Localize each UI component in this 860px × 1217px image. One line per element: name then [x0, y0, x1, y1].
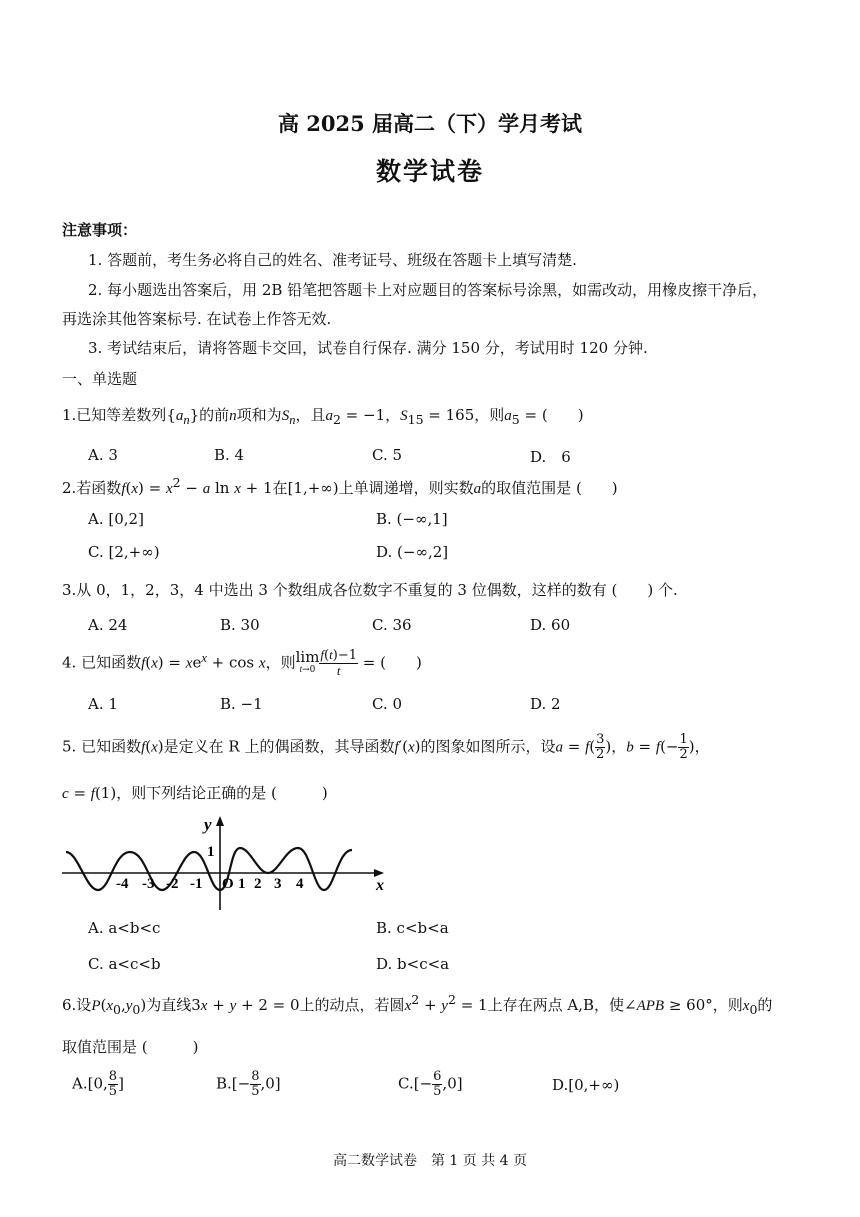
notice-item-1: 1. 答题前，考生务必将自己的姓名、准考证号、班级在答题卡上填写清楚. [88, 251, 577, 269]
exam-title: 高 2025 届高二（下）学月考试 [277, 111, 583, 136]
question-6-line2: 取值范围是 ( ) [62, 1038, 199, 1056]
x-tick-4: 4 [296, 876, 304, 892]
exam-subtitle: 数学试卷 [375, 157, 484, 186]
y-tick-1: 1 [207, 844, 215, 860]
q6-option-a[interactable]: A.[0, $\frac{8}{5}$ ] [72, 1069, 124, 1099]
q2-option-a[interactable]: A. [0,2] [88, 510, 144, 528]
q4-option-a[interactable]: A. 1 [88, 695, 118, 713]
question-5: 5. 已知函数f(x)是定义在 R 上的偶函数，其导函数f′(x)的图象如图所示，设a = f( $\frac{3}{2}$ )，b = f(− $\frac{1}{2}$ )， [62, 732, 710, 762]
x-tick-neg2: -2 [166, 876, 179, 892]
q5-option-d[interactable]: D. b<c<a [376, 955, 450, 973]
x-tick-neg1: -1 [190, 876, 203, 892]
x-tick-neg4: -4 [116, 876, 129, 892]
question-2: 2.若函数$f(x) = x^2 - a$ ln x + 1在[1,+∞)上单调递增，则实数a的取值范围是 ( ) [62, 475, 618, 497]
q4-option-b[interactable]: B. −1 [220, 695, 263, 713]
q5-option-a[interactable]: A. a<b<c [88, 919, 161, 937]
x-axis-arrow [374, 869, 384, 877]
q3-option-b[interactable]: B. 30 [220, 616, 260, 634]
y-axis-label: y [204, 815, 212, 834]
y-axis-arrow [216, 816, 224, 826]
q6-option-d[interactable]: D.[0,+∞) [552, 1076, 620, 1094]
q3-option-d[interactable]: D. 60 [530, 616, 571, 634]
q4-option-d[interactable]: D. 2 [530, 695, 561, 713]
q1-option-d[interactable]: D. 6 [530, 448, 571, 466]
q3-option-c[interactable]: C. 36 [372, 616, 412, 634]
notice-item-2-cont: 再选涂其他答案标号. 在试卷上作答无效. [62, 310, 332, 328]
section-heading: 一、单选题 [62, 370, 138, 388]
q1-option-c[interactable]: C. 5 [372, 446, 403, 464]
x-tick-1: 1 [238, 876, 246, 892]
q1-option-a[interactable]: A. 3 [88, 446, 118, 464]
q5-option-c[interactable]: C. a<c<b [88, 955, 161, 973]
notice-heading: 注意事项： [62, 221, 138, 239]
q2-option-b[interactable]: B. (−∞,1] [376, 510, 448, 528]
q5-option-b[interactable]: B. c<b<a [376, 919, 449, 937]
q6-option-b[interactable]: B.[− $\frac{8}{5}$ ,0] [216, 1069, 281, 1099]
x-tick-2: 2 [254, 876, 262, 892]
question-5-line2: c = f(1)，则下列结论正确的是 ( ) [62, 784, 328, 802]
x-tick-3: 3 [274, 876, 282, 892]
origin-label: O [222, 876, 234, 892]
question-3: 3.从 0，1，2，3，4 中选出 3 个数组成各位数字不重复的 3 位偶数，这样的数有 ( ) 个. [62, 581, 678, 599]
question-4: 4. 已知函数$f(x) = xe^x + \cos x$，则lim t→0 $\frac{f(t)-1}{t}$ = ( ) [62, 647, 422, 678]
notice-item-2: 2. 每小题选出答案后，用 2B 铅笔把答题卡上对应题目的答案标号涂黑，如需改动，用橡皮擦干净后， [88, 281, 768, 299]
q1-option-b[interactable]: B. 4 [214, 446, 245, 464]
x-axis-label: x [376, 877, 384, 894]
q2-option-d[interactable]: D. (−∞,2] [376, 543, 449, 561]
notice-item-3: 3. 考试结束后，请将答题卡交回，试卷自行保存. 满分 150 分，考试用时 120 分钟. [88, 339, 648, 357]
q4-option-c[interactable]: C. 0 [372, 695, 403, 713]
derivative-graph [62, 810, 402, 910]
question-1: 1.已知等差数列$\{a_n\}$的前n项和为$S_n$，且$a_2 = -1$，$S_{15} = 165$，则$a_5$ = ( ) [62, 406, 584, 427]
q2-option-c[interactable]: C. [2,+∞) [88, 543, 160, 561]
question-6: 6.设$P(x_0,y_0)$为直线3x + y + 2 = 0上的动点，若圆$x^2 + y^2 = 1$上存在两点 A,B，使∠APB ≥ 60°，则$x_0$的 [62, 992, 773, 1017]
q3-option-a[interactable]: A. 24 [88, 616, 128, 634]
x-tick-neg3: -3 [142, 876, 155, 892]
page-footer: 高二数学试卷 第 1 页 共 4 页 [332, 1153, 528, 1169]
q6-option-c[interactable]: C.[− $\frac{6}{5}$ ,0] [398, 1069, 463, 1099]
